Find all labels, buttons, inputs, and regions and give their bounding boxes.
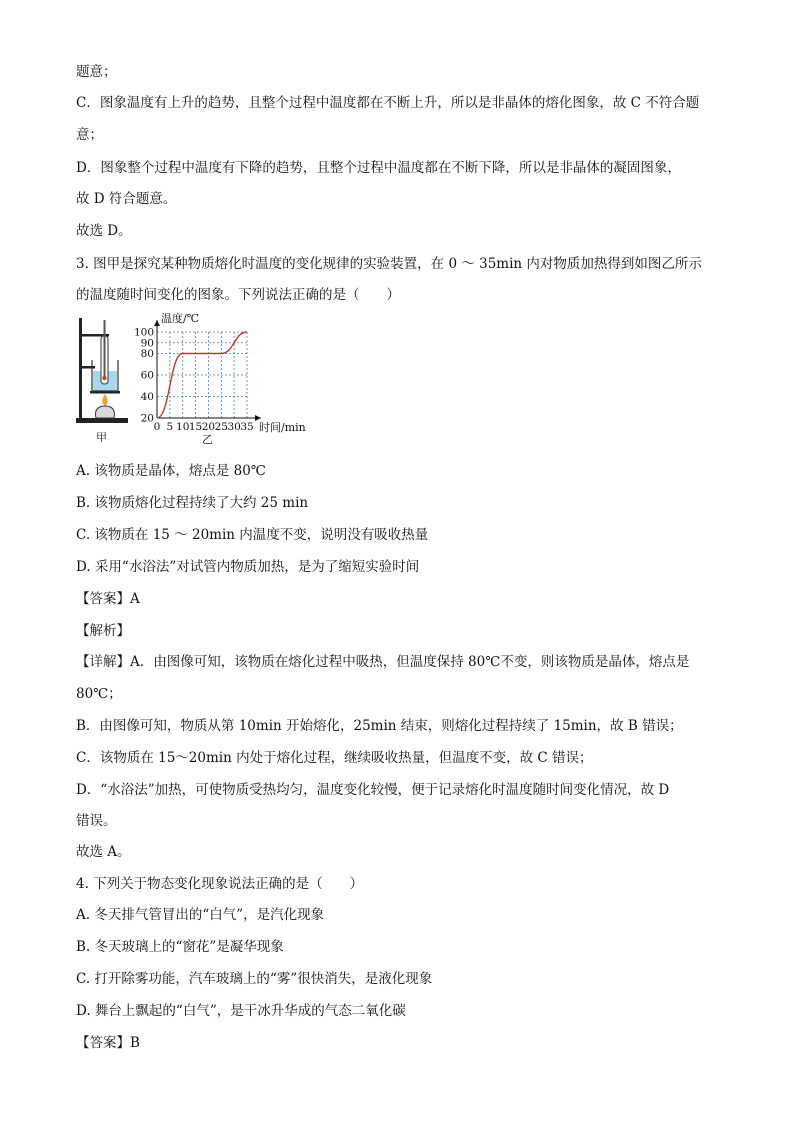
q3-detail-line-1b: 80℃； [76,686,122,702]
apparatus-figure [72,314,132,446]
answer-tag: 【答案】 [76,1035,130,1051]
q3-detail-d: D．“水浴法”加热，可使物质受热均匀，温度变化较慢，便于记录熔化时温度随时间变化情况，故 D [76,782,670,798]
x-tick-label: 35 [240,421,254,433]
x-tick-label: 25 [214,421,228,433]
thermometer-bulb [103,376,107,380]
q4-option-b: B. 冬天玻璃上的“窗花”是凝华现象 [76,939,284,955]
y-tick-label: 100 [133,326,154,339]
stand-base [76,418,128,423]
q4-answer-line [76,1034,140,1052]
q3-answer: A [130,591,140,607]
analysis-tag: 【解析】 [76,623,130,639]
y-tick-label: 40 [140,391,154,403]
q4-stem: 4. 下列关于物态变化现象说法正确的是（ ） [76,876,364,892]
prev-option-c-line-1: C．图象温度有上升的趋势，且整个过程中温度都在不断上升，所以是非晶体的熔化图象，故 C 不符合题 [76,95,700,111]
q3-detail-line-1 [76,653,689,671]
alcohol-lamp [95,406,114,418]
x-tick-label: 10 [176,421,190,433]
q3-conclusion: 故选 A。 [76,844,131,860]
q3-option-c: C. 该物质在 15 ～ 20min 内温度不变，说明没有吸收热量 [76,527,429,543]
x-tick-label: 5 [166,421,174,433]
x-tick-label: 30 [227,421,241,433]
ring-arm [81,366,95,369]
prev-option-c-line-2: 意； [76,127,103,143]
y-tick-label: 20 [140,412,154,425]
q4-option-c: C. 打开除雾功能，汽车玻璃上的“雾”很快消失，是液化现象 [76,971,433,987]
x-tick-label: 0 [153,421,161,433]
q4-option-d: D. 舞台上飘起的“白气”，是干冰升华成的气态二氧化碳 [76,1003,406,1019]
figure-b-label: 乙 [202,433,213,446]
figure-a-label: 甲 [96,431,107,444]
thermometer [104,320,106,378]
detail-tag: 【详解】 [76,654,130,670]
q4-answer: B [130,1035,140,1051]
x-axis-label: 时间/min [259,421,306,434]
x-tick-label: 20 [201,421,216,433]
q3-detail-d-line-2: 错误。 [76,813,117,829]
q3-option-d: D. 采用“水浴法”对试管内物质加热，是为了缩短实验时间 [76,559,420,575]
answer-tag: 【答案】 [76,591,130,607]
q3-option-b: B. 该物质熔化过程持续了大约 25 min [76,495,309,511]
q3-detail-a: A．由图像可知，该物质在熔化过程中吸热，但温度保持 80℃不变，则该物质是晶体，熔点是 [130,654,690,670]
flame-icon [102,394,107,406]
q3-stem-line-2: 的温度随时间变化的图象。下列说法正确的是（ ） [76,287,400,303]
q3-detail-b: B．由图像可知，物质从第 10min 开始熔化，25min 结束，则熔化过程持续了 15min，故 B 错误； [76,718,683,734]
prev-option-d-line-1: D．图象整个过程中温度有下降的趋势，且整个过程中温度都在不断下降，所以是非晶体的凝固图象， [76,160,681,176]
y-axis-label: 温度/℃ [161,312,200,325]
q3-answer-line [76,590,140,608]
y-tick-label: 90 [140,337,154,350]
y-tick-label: 80 [140,348,154,360]
x-tick-label: 15 [188,421,203,433]
y-axis-arrow [154,320,160,326]
q3-detail-c: C．该物质在 15～20min 内处于熔化过程，继续吸收热量，但温度不变，故 C 错误； [76,750,593,766]
q3-option-a: A. 该物质是晶体，熔点是 80℃ [76,463,266,479]
prev-option-d-line-2: 故 D 符合题意。 [76,191,177,207]
prev-text-1: 题意； [76,64,117,80]
prev-conclusion: 故选 D。 [76,223,132,239]
temperature-time-chart [132,310,322,450]
q4-option-a: A. 冬天排气管冒出的“白气”，是汽化现象 [76,907,325,923]
y-tick-label: 60 [140,369,154,382]
q3-stem-line-1: 3. 图甲是探究某种物质熔化时温度的变化规律的实验装置，在 0 ～ 35min 内对物质加热得到如图乙所示 [76,256,702,272]
